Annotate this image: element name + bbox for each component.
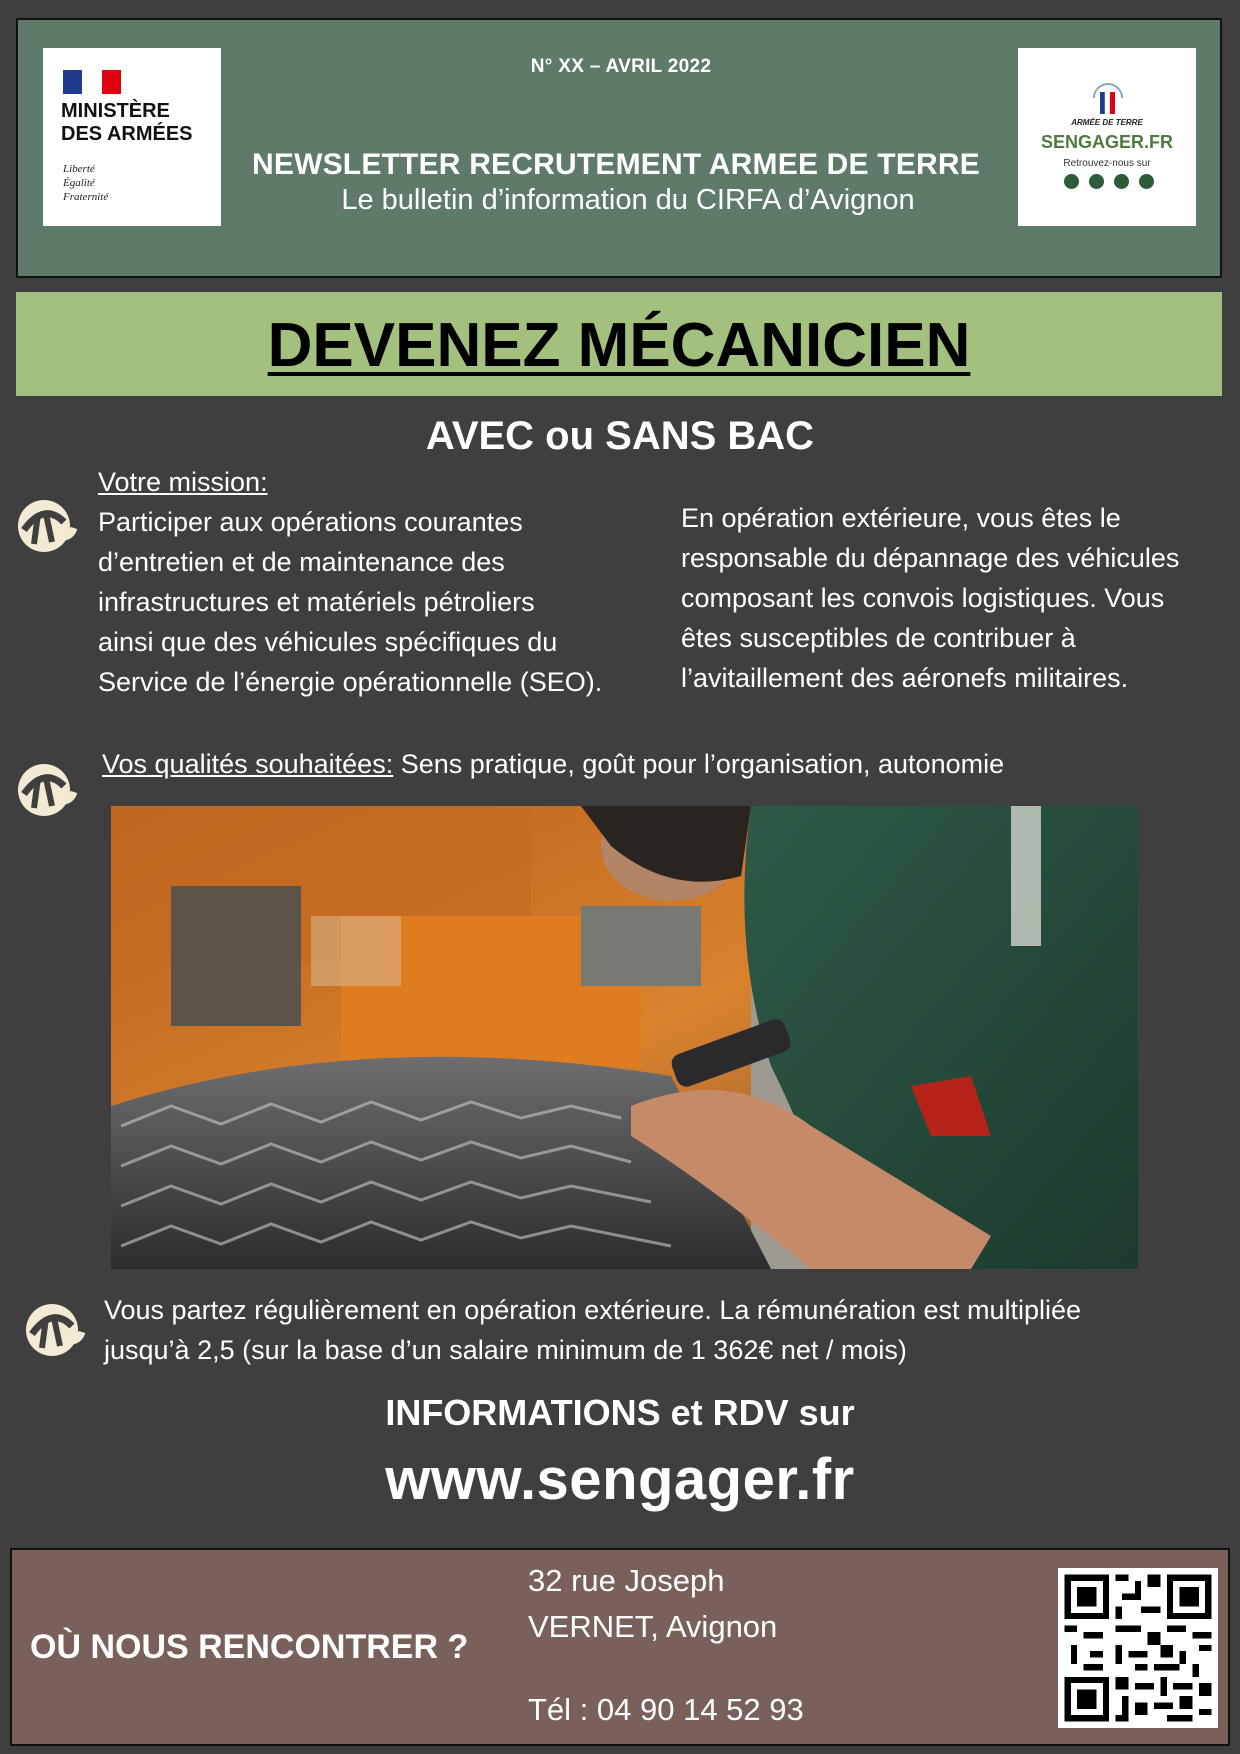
mission-line: d’entretien et de maintenance des xyxy=(98,547,505,577)
mission-description xyxy=(98,502,668,702)
qr-code[interactable] xyxy=(1058,1568,1218,1728)
address xyxy=(528,1558,777,1650)
phone-number[interactable]: Tél : 04 90 14 52 93 xyxy=(528,1692,804,1727)
mission-heading: Votre mission: xyxy=(98,467,268,497)
retrouvez-nous-label: Retrouvez-nous sur xyxy=(1063,158,1151,169)
newsletter-header xyxy=(16,18,1222,278)
fuel-nozzle-icon xyxy=(12,492,80,560)
ministry-name-line1: MINISTÈRE xyxy=(61,100,170,122)
opex-line: responsable du dépannage des véhicules xyxy=(681,543,1180,573)
pay-information xyxy=(104,1290,1234,1370)
mission-line: ainsi que des véhicules spécifiques du xyxy=(98,627,558,657)
mission-line: Participer aux opérations courantes xyxy=(98,507,523,537)
sengager-logo[interactable] xyxy=(1018,48,1196,226)
qualities-label: Vos qualités souhaitées: xyxy=(102,749,394,779)
social-icons xyxy=(1064,174,1154,190)
army-emblem-icon xyxy=(1088,78,1128,116)
info-rdv-label: INFORMATIONS et RDV sur xyxy=(385,1392,855,1433)
page-subtitle: AVEC ou SANS BAC xyxy=(425,414,815,458)
facebook-icon[interactable] xyxy=(1064,174,1079,189)
motto-egalite: Égalité xyxy=(63,177,95,189)
opex-line: En opération extérieure, vous êtes le xyxy=(681,503,1121,533)
page-title: DEVENEZ MÉCANICIEN xyxy=(267,311,971,380)
title-banner xyxy=(16,292,1222,396)
address-line: VERNET, Avignon xyxy=(528,1609,778,1644)
mission-line: Service de l’énergie opérationnelle (SEO). xyxy=(98,667,603,697)
sengager-brand: SENGAGER.FR xyxy=(1040,132,1173,152)
snapchat-icon[interactable] xyxy=(1139,174,1154,189)
qualities-line xyxy=(102,744,1222,784)
meet-us-heading: OÙ NOUS RENCONTRER ? xyxy=(30,1628,469,1666)
armee-de-terre-label: ARMÉE DE TERRE xyxy=(1071,118,1143,127)
mechanic-photo xyxy=(111,806,1138,1269)
newsletter-subtitle: Le bulletin d’information du CIRFA d’Avignon xyxy=(341,184,915,216)
fuel-nozzle-icon xyxy=(12,756,80,824)
contact-footer xyxy=(10,1548,1230,1746)
website-link[interactable]: www.sengager.fr xyxy=(385,1447,855,1512)
mission-line: infrastructures et matériels pétroliers xyxy=(98,587,535,617)
qualities-text: Sens pratique, goût pour l’organisation, autonomie xyxy=(393,749,1005,779)
fuel-nozzle-icon xyxy=(20,1296,88,1364)
instagram-icon[interactable] xyxy=(1114,174,1129,189)
newsletter-title: NEWSLETTER RECRUTEMENT ARMEE DE TERRE xyxy=(252,148,980,181)
opex-description xyxy=(681,498,1236,698)
opex-line: l’avitaillement des aéronefs militaires. xyxy=(681,663,1129,693)
pay-line: Vous partez régulièrement en opération extérieure. La rémunération est multipliée xyxy=(104,1295,1082,1325)
republic-motto xyxy=(63,162,183,204)
opex-line: composant les convois logistiques. Vous xyxy=(681,583,1165,613)
twitter-icon[interactable] xyxy=(1089,174,1104,189)
ministry-name-line2: DES ARMÉES xyxy=(61,123,193,145)
pay-line: jusqu’à 2,5 (sur la base d’un salaire minimum de 1 362€ net / mois) xyxy=(104,1335,907,1365)
motto-fraternite: Fraternité xyxy=(63,191,109,203)
opex-line: êtes susceptibles de contribuer à xyxy=(681,623,1076,653)
motto-liberte: Liberté xyxy=(63,163,95,175)
address-line: 32 rue Joseph xyxy=(528,1563,725,1598)
issue-number: N° XX – AVRIL 2022 xyxy=(530,56,712,77)
